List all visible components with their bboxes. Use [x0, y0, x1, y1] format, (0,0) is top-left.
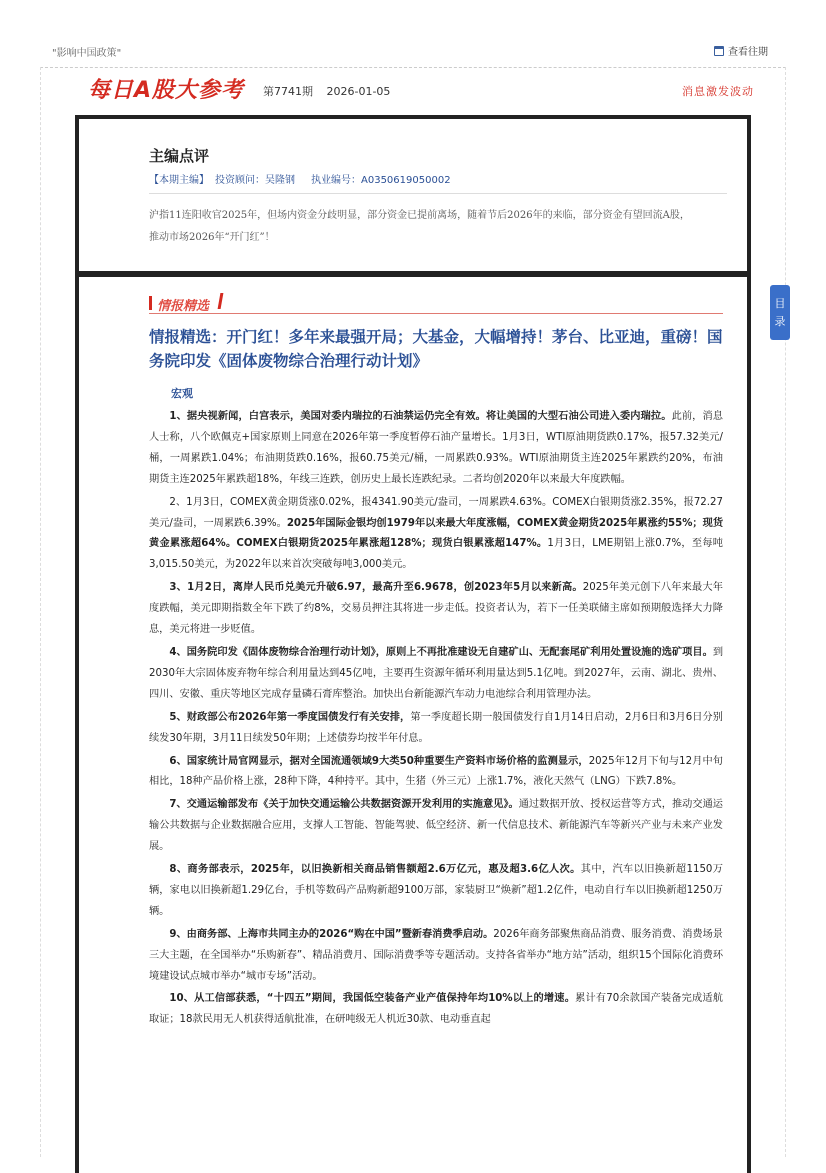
news-item: 3、1月2日，离岸人民币兑美元升破6.97，最高升至6.9678，创2023年5月以来新高。2025年美元创下八年来最大年度跌幅，美元即期指数全年下跌了约8%，交易员押注其将进一步走低。投资者认为，若下一任美联储主席如预期般选择大力降息，美元将进一步贬值。 — [149, 582, 723, 636]
news-item: 5、财政部公布2026年第一季度国债发行有关安排，第一季度超长期一般国债发行自1月14日启动，2月6日和3月6日分别续发30年期，3月11日续发50年期；上述债券均按半年付息。 — [149, 711, 723, 744]
calendar-icon — [714, 46, 724, 56]
toc-tab[interactable] — [770, 285, 790, 340]
news-headline: 情报精选：开门红！多年来最强开局；大基金，大幅增持！茅台、比亚迪，重磅！国务院印发《固体废物综合治理行动计划》 — [149, 328, 723, 370]
news-item: 1、据央视新闻，白宫表示，美国对委内瑞拉的石油禁运仍完全有效。将让美国的大型石油公司进入委内瑞拉。此前，消息人士称，八个欧佩克+国家原则上同意在2026年第一季度暂停石油产量增长。1月3日，WTI原油期货跌0.17%，报57.32美元/桶，一周累跌1.04%；布油期货跌0.16%，报60.75美元/桶，一周累跌0.93%。WTI原油期货主连2025年累跌约20%，布油期货主连2025年累跌超18%，年线三连跌，创历史上最长连跌纪录。二者均创2020年以来最大年度跌幅。 — [149, 411, 723, 485]
issue-date: 2026-01-05 — [326, 85, 391, 98]
news-item: 2、1月3日，COMEX黄金期货涨0.02%，报4341.90美元/盎司，一周累跌4.63%。COMEX白银期货涨2.35%，报72.27美元/盎司，一周累跌6.39%。2025年国际金银均创1979年以来最大年度涨幅，COMEX黄金期货2025年累涨约55%；现货黄金累涨超64%。COMEX白银期货2025年累涨超128%；现货白银累涨超147%。1月3日，LME期铝上涨0.7%，至每吨3,015.50美元，为2022年以来首次突破每吨3,000美元。 — [149, 496, 724, 571]
editor-title: 主编点评 — [149, 147, 210, 165]
issue-info — [263, 83, 400, 99]
news-item: 7、交通运输部发布《关于加快交通运输公共数据资源开发利用的实施意见》。通过数据开放、授权运营等方式，推动交通运输公共数据与企业数据融合应用，支撑人工智能、智能驾驶、低空经济、新一代信息技术、新能源汽车等新兴产业与未来产业发展。 — [149, 799, 723, 853]
issue-number: 第7741期 — [263, 85, 313, 98]
page-border-left — [40, 67, 41, 1157]
toc-label-2: 录 — [774, 314, 786, 328]
editor-meta — [149, 171, 457, 186]
page-border-top — [40, 67, 786, 68]
section-slash-icon — [218, 293, 224, 309]
section-label: 情报精选 — [157, 299, 210, 314]
toc-label-1: 目 — [774, 296, 786, 310]
editor-comment-panel — [75, 115, 751, 275]
editor-tag: 【本期主编】 — [149, 175, 209, 186]
news-panel — [75, 273, 751, 1173]
editor-advisor: 投资顾问：吴隆钢 — [215, 175, 295, 186]
view-archive-link[interactable] — [714, 43, 768, 58]
news-item: 10、从工信部获悉，“十四五”期间，我国低空装备产业产值保持年均10%以上的增速。累计有70余款国产装备完成适航取证；18款民用无人机获得适航批准，在研吨级无人机近30款、电动垂直起 — [149, 993, 723, 1026]
divider — [149, 193, 727, 194]
tagline: "影响中国政策" — [52, 48, 122, 59]
view-archive-label: 查看往期 — [728, 47, 768, 58]
news-item: 4、国务院印发《固体废物综合治理行动计划》，原则上不再批准建设无自建矿山、无配套尾矿利用处置设施的选矿项目。到2030年大宗固体废弃物年综合利用量达到45亿吨，主要再生资源年循环利用量达到5.1亿吨。到2027年，云南、湖北、贵州、四川、安徽、重庆等地区完成存量磷石膏库整治。加快出台新能源汽车动力电池综合利用管理办法。 — [149, 646, 723, 700]
brand-logo: 每日A股大参考 — [88, 78, 245, 103]
editor-comment: 沪指11连阳收官2025年，但场内资金分歧明显，部分资金已提前离场，随着节后2026年的来临，部分资金有望回流A股，推动市场2026年“开门红”！ — [149, 210, 690, 243]
editor-license: 执业编号：A0350619050002 — [311, 175, 451, 186]
section-bar-icon — [149, 296, 152, 310]
category-heading: 宏观 — [171, 387, 193, 400]
news-item: 8、商务部表示，2025年，以旧换新相关商品销售额超2.6万亿元，惠及超3.6亿人次。其中，汽车以旧换新超1150万辆，家电以旧换新超1.29亿台，手机等数码产品购新超9100万部，家装厨卫“焕新”超1.2亿件，电动自行车以旧换新超1250万辆。 — [149, 864, 723, 917]
news-item: 9、由商务部、上海市共同主办的2026“购在中国”暨新春消费季启动。2026年商务部聚焦商品消费、服务消费、消费场景三大主题，在全国举办“乐购新春”、精品消费月、国际消费季等专题活动。支持各省举办“地方站”活动，组织15个国际化消费环境建设试点城市举办“城市专场”活动。 — [149, 928, 724, 982]
page-border-right — [785, 67, 786, 1157]
section-header — [149, 293, 723, 314]
news-item: 6、国家统计局官网显示，据对全国流通领域9大类50种重要生产资料市场价格的监测显示，2025年12月下旬与12月中旬相比，18种产品价格上涨，28种下降，4种持平。其中，生猪（外三元）上涨1.7%，液化天然气（LNG）下跌7.8%。 — [149, 755, 723, 788]
news-body — [149, 407, 723, 1033]
slogan: 消息激发波动 — [682, 85, 754, 98]
